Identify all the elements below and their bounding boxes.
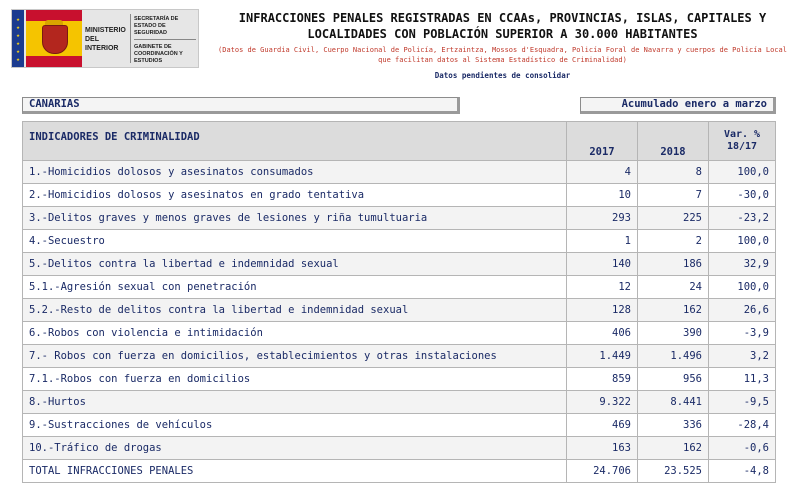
indicator-label: 1.-Homicidios dolosos y asesinatos consumados [23,161,567,184]
variation: -30,0 [709,184,776,207]
variation: -23,2 [709,207,776,230]
indicator-label: TOTAL INFRACCIONES PENALES [23,460,567,483]
value-2018: 24 [638,276,709,299]
value-2017: 140 [567,253,638,276]
ministry-name: MINISTERIO DEL INTERIOR [85,27,126,52]
spain-flag-icon [26,10,82,67]
table-row [23,345,776,368]
header-indicator: INDICADORES DE CRIMINALIDAD [23,122,567,161]
gabinete-name: GABINETE DE COORDINACIÓN Y ESTUDIOS [134,44,183,64]
value-2018: 390 [638,322,709,345]
value-2017: 12 [567,276,638,299]
value-2018: 8.441 [638,391,709,414]
indicator-label: 10.-Tráfico de drogas [23,437,567,460]
eu-stars-icon: ★ ★ ★ ★ ★ ★ [16,16,20,63]
variation: 3,2 [709,345,776,368]
variation: 100,0 [709,161,776,184]
table-row [23,207,776,230]
value-2017: 163 [567,437,638,460]
value-2018: 8 [638,161,709,184]
value-2017: 128 [567,299,638,322]
indicator-label: 7.- Robos con fuerza en domicilios, establecimientos y otras instalaciones [23,345,567,368]
value-2017: 1.449 [567,345,638,368]
table-row [23,391,776,414]
ministry-logo [11,9,199,68]
table-header-row [23,122,776,161]
indicator-label: 7.1.-Robos con fuerza en domicilios [23,368,567,391]
value-2018: 162 [638,437,709,460]
value-2017: 9.322 [567,391,638,414]
variation: -4,8 [709,460,776,483]
value-2018: 186 [638,253,709,276]
coat-of-arms-icon [42,25,68,54]
pending-note: Datos pendientes de consolidar [434,71,571,80]
indicator-label: 2.-Homicidios dolosos y asesinatos en grado tentativa [23,184,567,207]
table-row [23,414,776,437]
value-2018: 23.525 [638,460,709,483]
indicator-label: 5.2.-Resto de delitos contra la libertad e indemnidad sexual [23,299,567,322]
variation: 100,0 [709,230,776,253]
table-row [23,276,776,299]
value-2018: 7 [638,184,709,207]
page-title: INFRACCIONES PENALES REGISTRADAS EN CCAAs, PROVINCIAS, ISLAS, CAPITALES Y LOCALIDADES CON POBLACIÓN SUPERIOR A 30.000 HABITANTES [238,11,767,41]
source-note: (Datos de Guardia Civil, Cuerpo Nacional de Policía, Ertzaintza, Mossos d'Esquadra, Policía Foral de Navarra y cuerpos de Policía Local que facilitan datos al Sistema Estadístico de Criminalidad) [218,46,787,64]
header-year-2017: 2017 [567,122,638,161]
variation: 26,6 [709,299,776,322]
table-row [23,230,776,253]
variation: 32,9 [709,253,776,276]
header-year-2018: 2018 [638,122,709,161]
value-2018: 336 [638,414,709,437]
indicator-label: 3.-Delitos graves y menos graves de lesiones y riña tumultuaria [23,207,567,230]
region-label: CANARIAS [22,97,460,114]
table-row [23,161,776,184]
indicator-label: 5.-Delitos contra la libertad e indemnidad sexual [23,253,567,276]
value-2017: 406 [567,322,638,345]
crime-table [22,121,776,483]
indicator-label: 5.1.-Agresión sexual con penetración [23,276,567,299]
value-2017: 859 [567,368,638,391]
value-2017: 293 [567,207,638,230]
value-2018: 162 [638,299,709,322]
table-row [23,253,776,276]
table-row [23,437,776,460]
value-2018: 1.496 [638,345,709,368]
table-row [23,184,776,207]
table-row [23,299,776,322]
value-2017: 10 [567,184,638,207]
variation: 100,0 [709,276,776,299]
value-2017: 4 [567,161,638,184]
value-2017: 24.706 [567,460,638,483]
value-2018: 956 [638,368,709,391]
secretaria-name: SECRETARÍA DE ESTADO DE SEGURIDAD [134,16,179,36]
variation: -28,4 [709,414,776,437]
value-2018: 2 [638,230,709,253]
total-row [23,460,776,483]
value-2018: 225 [638,207,709,230]
indicator-label: 9.-Sustracciones de vehículos [23,414,567,437]
variation: 11,3 [709,368,776,391]
variation: -9,5 [709,391,776,414]
table-row [23,322,776,345]
value-2017: 1 [567,230,638,253]
indicator-label: 6.-Robos con violencia e intimidación [23,322,567,345]
header-variation: Var. % 18/17 [709,122,776,161]
value-2017: 469 [567,414,638,437]
indicator-label: 8.-Hurtos [23,391,567,414]
variation: -3,9 [709,322,776,345]
indicator-label: 4.-Secuestro [23,230,567,253]
period-label: Acumulado enero a marzo [580,97,776,114]
variation: -0,6 [709,437,776,460]
table-row [23,368,776,391]
